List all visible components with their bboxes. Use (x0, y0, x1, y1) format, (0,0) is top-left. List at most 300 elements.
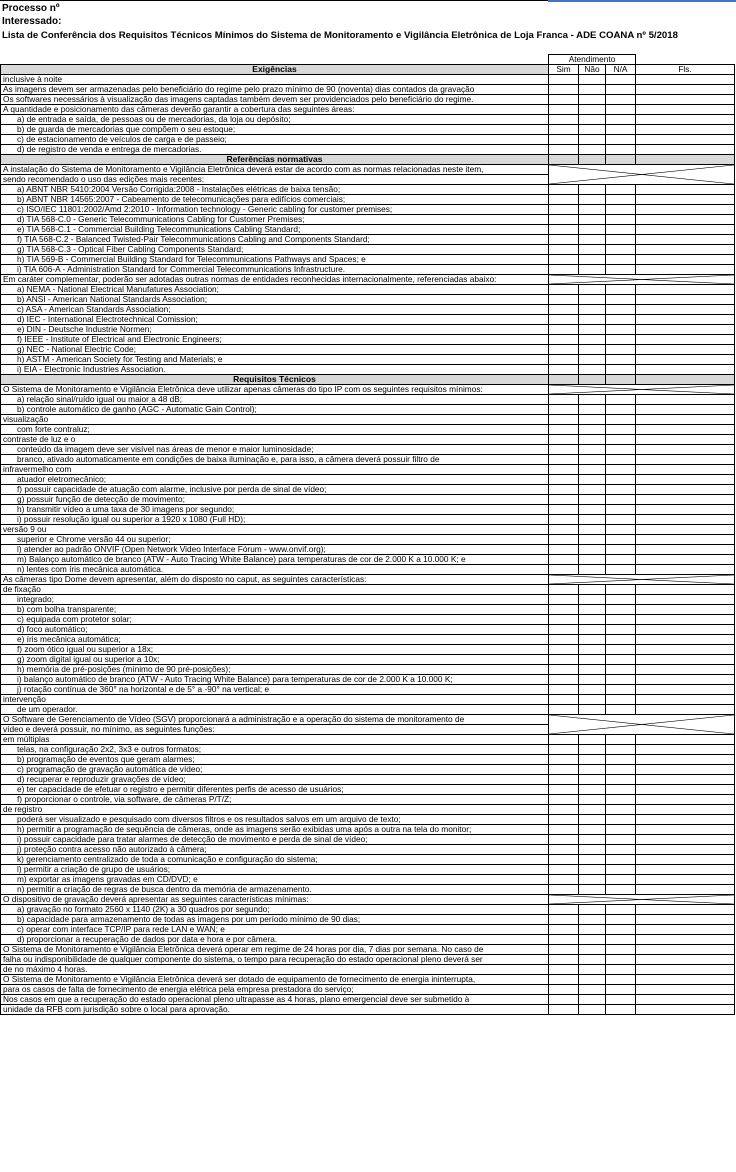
sim-cell[interactable] (549, 255, 579, 265)
nao-cell[interactable] (579, 905, 606, 915)
nao-cell[interactable] (579, 525, 606, 535)
sim-cell[interactable] (549, 195, 579, 205)
fls-cell[interactable] (636, 325, 735, 335)
sim-cell[interactable] (549, 875, 579, 885)
na-cell[interactable] (606, 295, 636, 305)
na-cell[interactable] (606, 975, 636, 985)
sim-cell[interactable] (549, 555, 579, 565)
sim-cell[interactable] (549, 845, 579, 855)
na-cell[interactable] (606, 775, 636, 785)
nao-cell[interactable] (579, 305, 606, 315)
sim-cell[interactable] (549, 225, 579, 235)
sim-cell[interactable] (549, 815, 579, 825)
nao-cell[interactable] (579, 805, 606, 815)
nao-cell[interactable] (579, 485, 606, 495)
na-cell[interactable] (606, 75, 636, 85)
na-cell[interactable] (606, 465, 636, 475)
nao-cell[interactable] (579, 435, 606, 445)
fls-cell[interactable] (636, 435, 735, 445)
sim-cell[interactable] (549, 515, 579, 525)
na-cell[interactable] (606, 925, 636, 935)
na-cell[interactable] (606, 225, 636, 235)
nao-cell[interactable] (579, 545, 606, 555)
nao-cell[interactable] (579, 365, 606, 375)
na-cell[interactable] (606, 475, 636, 485)
nao-cell[interactable] (579, 755, 606, 765)
na-cell[interactable] (606, 525, 636, 535)
sim-cell[interactable] (549, 395, 579, 405)
nao-cell[interactable] (579, 235, 606, 245)
na-cell[interactable] (606, 1005, 636, 1015)
fls-cell[interactable] (636, 845, 735, 855)
sim-cell[interactable] (549, 135, 579, 145)
sim-cell[interactable] (549, 685, 579, 695)
sim-cell[interactable] (549, 825, 579, 835)
sim-cell[interactable] (549, 705, 579, 715)
nao-cell[interactable] (579, 455, 606, 465)
na-cell[interactable] (606, 625, 636, 635)
na-cell[interactable] (606, 145, 636, 155)
sim-cell[interactable] (549, 145, 579, 155)
fls-cell[interactable] (636, 625, 735, 635)
na-cell[interactable] (606, 695, 636, 705)
fls-cell[interactable] (636, 1005, 735, 1015)
na-cell[interactable] (606, 655, 636, 665)
fls-cell[interactable] (636, 835, 735, 845)
na-cell[interactable] (606, 665, 636, 675)
fls-cell[interactable] (636, 495, 735, 505)
sim-cell[interactable] (549, 535, 579, 545)
fls-cell[interactable] (636, 635, 735, 645)
sim-cell[interactable] (549, 945, 579, 955)
na-cell[interactable] (606, 785, 636, 795)
na-cell[interactable] (606, 805, 636, 815)
fls-cell[interactable] (636, 535, 735, 545)
nao-cell[interactable] (579, 825, 606, 835)
nao-cell[interactable] (579, 195, 606, 205)
nao-cell[interactable] (579, 115, 606, 125)
sim-cell[interactable] (549, 75, 579, 85)
sim-cell[interactable] (549, 985, 579, 995)
fls-cell[interactable] (636, 985, 735, 995)
fls-cell[interactable] (636, 705, 735, 715)
na-cell[interactable] (606, 745, 636, 755)
sim-cell[interactable] (549, 465, 579, 475)
sim-cell[interactable] (549, 605, 579, 615)
sim-cell[interactable] (549, 325, 579, 335)
fls-cell[interactable] (636, 605, 735, 615)
nao-cell[interactable] (579, 875, 606, 885)
sim-cell[interactable] (549, 215, 579, 225)
fls-cell[interactable] (636, 595, 735, 605)
nao-cell[interactable] (579, 335, 606, 345)
na-cell[interactable] (606, 965, 636, 975)
nao-cell[interactable] (579, 105, 606, 115)
nao-cell[interactable] (579, 215, 606, 225)
fls-cell[interactable] (636, 525, 735, 535)
nao-cell[interactable] (579, 125, 606, 135)
fls-cell[interactable] (636, 865, 735, 875)
nao-cell[interactable] (579, 785, 606, 795)
sim-cell[interactable] (549, 565, 579, 575)
sim-cell[interactable] (549, 445, 579, 455)
sim-cell[interactable] (549, 265, 579, 275)
nao-cell[interactable] (579, 255, 606, 265)
sim-cell[interactable] (549, 765, 579, 775)
sim-cell[interactable] (549, 655, 579, 665)
fls-cell[interactable] (636, 825, 735, 835)
nao-cell[interactable] (579, 815, 606, 825)
na-cell[interactable] (606, 615, 636, 625)
na-cell[interactable] (606, 905, 636, 915)
fls-cell[interactable] (636, 915, 735, 925)
nao-cell[interactable] (579, 205, 606, 215)
sim-cell[interactable] (549, 805, 579, 815)
na-cell[interactable] (606, 305, 636, 315)
nao-cell[interactable] (579, 595, 606, 605)
sim-cell[interactable] (549, 545, 579, 555)
na-cell[interactable] (606, 495, 636, 505)
nao-cell[interactable] (579, 265, 606, 275)
sim-cell[interactable] (549, 965, 579, 975)
na-cell[interactable] (606, 235, 636, 245)
sim-cell[interactable] (549, 235, 579, 245)
na-cell[interactable] (606, 355, 636, 365)
na-cell[interactable] (606, 915, 636, 925)
na-cell[interactable] (606, 765, 636, 775)
fls-cell[interactable] (636, 545, 735, 555)
sim-cell[interactable] (549, 885, 579, 895)
fls-cell[interactable] (636, 515, 735, 525)
fls-cell[interactable] (636, 815, 735, 825)
nao-cell[interactable] (579, 685, 606, 695)
sim-cell[interactable] (549, 495, 579, 505)
nao-cell[interactable] (579, 555, 606, 565)
fls-cell[interactable] (636, 565, 735, 575)
sim-cell[interactable] (549, 1005, 579, 1015)
na-cell[interactable] (606, 565, 636, 575)
sim-cell[interactable] (549, 835, 579, 845)
na-cell[interactable] (606, 195, 636, 205)
fls-cell[interactable] (636, 745, 735, 755)
sim-cell[interactable] (549, 85, 579, 95)
na-cell[interactable] (606, 845, 636, 855)
fls-cell[interactable] (636, 655, 735, 665)
sim-cell[interactable] (549, 475, 579, 485)
fls-cell[interactable] (636, 265, 735, 275)
nao-cell[interactable] (579, 625, 606, 635)
nao-cell[interactable] (579, 705, 606, 715)
fls-cell[interactable] (636, 405, 735, 415)
sim-cell[interactable] (549, 595, 579, 605)
na-cell[interactable] (606, 215, 636, 225)
na-cell[interactable] (606, 435, 636, 445)
nao-cell[interactable] (579, 605, 606, 615)
na-cell[interactable] (606, 135, 636, 145)
na-cell[interactable] (606, 255, 636, 265)
na-cell[interactable] (606, 685, 636, 695)
sim-cell[interactable] (549, 995, 579, 1005)
sim-cell[interactable] (549, 315, 579, 325)
nao-cell[interactable] (579, 505, 606, 515)
fls-cell[interactable] (636, 185, 735, 195)
fls-cell[interactable] (636, 135, 735, 145)
na-cell[interactable] (606, 315, 636, 325)
na-cell[interactable] (606, 345, 636, 355)
sim-cell[interactable] (549, 525, 579, 535)
fls-cell[interactable] (636, 75, 735, 85)
nao-cell[interactable] (579, 925, 606, 935)
na-cell[interactable] (606, 285, 636, 295)
nao-cell[interactable] (579, 295, 606, 305)
na-cell[interactable] (606, 735, 636, 745)
fls-cell[interactable] (636, 215, 735, 225)
na-cell[interactable] (606, 85, 636, 95)
na-cell[interactable] (606, 835, 636, 845)
fls-cell[interactable] (636, 755, 735, 765)
nao-cell[interactable] (579, 85, 606, 95)
fls-cell[interactable] (636, 315, 735, 325)
sim-cell[interactable] (549, 355, 579, 365)
na-cell[interactable] (606, 985, 636, 995)
sim-cell[interactable] (549, 245, 579, 255)
fls-cell[interactable] (636, 665, 735, 675)
sim-cell[interactable] (549, 415, 579, 425)
nao-cell[interactable] (579, 995, 606, 1005)
fls-cell[interactable] (636, 355, 735, 365)
fls-cell[interactable] (636, 555, 735, 565)
fls-cell[interactable] (636, 115, 735, 125)
fls-cell[interactable] (636, 95, 735, 105)
nao-cell[interactable] (579, 315, 606, 325)
fls-cell[interactable] (636, 905, 735, 915)
fls-cell[interactable] (636, 205, 735, 215)
sim-cell[interactable] (549, 295, 579, 305)
fls-cell[interactable] (636, 885, 735, 895)
nao-cell[interactable] (579, 535, 606, 545)
na-cell[interactable] (606, 585, 636, 595)
sim-cell[interactable] (549, 735, 579, 745)
fls-cell[interactable] (636, 465, 735, 475)
fls-cell[interactable] (636, 615, 735, 625)
sim-cell[interactable] (549, 915, 579, 925)
sim-cell[interactable] (549, 925, 579, 935)
fls-cell[interactable] (636, 85, 735, 95)
nao-cell[interactable] (579, 885, 606, 895)
sim-cell[interactable] (549, 615, 579, 625)
na-cell[interactable] (606, 825, 636, 835)
fls-cell[interactable] (636, 225, 735, 235)
fls-cell[interactable] (636, 285, 735, 295)
fls-cell[interactable] (636, 785, 735, 795)
sim-cell[interactable] (549, 205, 579, 215)
sim-cell[interactable] (549, 435, 579, 445)
na-cell[interactable] (606, 515, 636, 525)
na-cell[interactable] (606, 535, 636, 545)
na-cell[interactable] (606, 815, 636, 825)
fls-cell[interactable] (636, 345, 735, 355)
na-cell[interactable] (606, 325, 636, 335)
na-cell[interactable] (606, 885, 636, 895)
fls-cell[interactable] (636, 235, 735, 245)
nao-cell[interactable] (579, 965, 606, 975)
sim-cell[interactable] (549, 675, 579, 685)
na-cell[interactable] (606, 755, 636, 765)
nao-cell[interactable] (579, 765, 606, 775)
fls-cell[interactable] (636, 645, 735, 655)
sim-cell[interactable] (549, 635, 579, 645)
na-cell[interactable] (606, 445, 636, 455)
fls-cell[interactable] (636, 105, 735, 115)
na-cell[interactable] (606, 635, 636, 645)
na-cell[interactable] (606, 865, 636, 875)
sim-cell[interactable] (549, 695, 579, 705)
fls-cell[interactable] (636, 585, 735, 595)
fls-cell[interactable] (636, 505, 735, 515)
nao-cell[interactable] (579, 795, 606, 805)
fls-cell[interactable] (636, 855, 735, 865)
sim-cell[interactable] (549, 785, 579, 795)
sim-cell[interactable] (549, 455, 579, 465)
na-cell[interactable] (606, 795, 636, 805)
fls-cell[interactable] (636, 455, 735, 465)
na-cell[interactable] (606, 265, 636, 275)
nao-cell[interactable] (579, 1005, 606, 1015)
sim-cell[interactable] (549, 865, 579, 875)
sim-cell[interactable] (549, 955, 579, 965)
na-cell[interactable] (606, 675, 636, 685)
sim-cell[interactable] (549, 335, 579, 345)
na-cell[interactable] (606, 605, 636, 615)
sim-cell[interactable] (549, 645, 579, 655)
nao-cell[interactable] (579, 225, 606, 235)
fls-cell[interactable] (636, 255, 735, 265)
na-cell[interactable] (606, 185, 636, 195)
nao-cell[interactable] (579, 645, 606, 655)
fls-cell[interactable] (636, 245, 735, 255)
na-cell[interactable] (606, 245, 636, 255)
na-cell[interactable] (606, 105, 636, 115)
sim-cell[interactable] (549, 905, 579, 915)
nao-cell[interactable] (579, 75, 606, 85)
nao-cell[interactable] (579, 415, 606, 425)
fls-cell[interactable] (636, 695, 735, 705)
nao-cell[interactable] (579, 675, 606, 685)
na-cell[interactable] (606, 945, 636, 955)
sim-cell[interactable] (549, 425, 579, 435)
fls-cell[interactable] (636, 145, 735, 155)
na-cell[interactable] (606, 415, 636, 425)
fls-cell[interactable] (636, 945, 735, 955)
na-cell[interactable] (606, 555, 636, 565)
fls-cell[interactable] (636, 425, 735, 435)
sim-cell[interactable] (549, 115, 579, 125)
nao-cell[interactable] (579, 865, 606, 875)
na-cell[interactable] (606, 595, 636, 605)
na-cell[interactable] (606, 935, 636, 945)
nao-cell[interactable] (579, 145, 606, 155)
fls-cell[interactable] (636, 935, 735, 945)
nao-cell[interactable] (579, 345, 606, 355)
nao-cell[interactable] (579, 325, 606, 335)
fls-cell[interactable] (636, 795, 735, 805)
sim-cell[interactable] (549, 505, 579, 515)
nao-cell[interactable] (579, 955, 606, 965)
fls-cell[interactable] (636, 765, 735, 775)
sim-cell[interactable] (549, 795, 579, 805)
sim-cell[interactable] (549, 485, 579, 495)
na-cell[interactable] (606, 365, 636, 375)
na-cell[interactable] (606, 405, 636, 415)
sim-cell[interactable] (549, 305, 579, 315)
sim-cell[interactable] (549, 755, 579, 765)
sim-cell[interactable] (549, 105, 579, 115)
nao-cell[interactable] (579, 655, 606, 665)
fls-cell[interactable] (636, 485, 735, 495)
sim-cell[interactable] (549, 405, 579, 415)
na-cell[interactable] (606, 95, 636, 105)
nao-cell[interactable] (579, 665, 606, 675)
nao-cell[interactable] (579, 975, 606, 985)
fls-cell[interactable] (636, 735, 735, 745)
na-cell[interactable] (606, 205, 636, 215)
fls-cell[interactable] (636, 365, 735, 375)
nao-cell[interactable] (579, 355, 606, 365)
fls-cell[interactable] (636, 305, 735, 315)
sim-cell[interactable] (549, 345, 579, 355)
nao-cell[interactable] (579, 425, 606, 435)
nao-cell[interactable] (579, 945, 606, 955)
sim-cell[interactable] (549, 185, 579, 195)
fls-cell[interactable] (636, 925, 735, 935)
nao-cell[interactable] (579, 835, 606, 845)
sim-cell[interactable] (549, 365, 579, 375)
nao-cell[interactable] (579, 395, 606, 405)
fls-cell[interactable] (636, 965, 735, 975)
na-cell[interactable] (606, 645, 636, 655)
na-cell[interactable] (606, 125, 636, 135)
nao-cell[interactable] (579, 615, 606, 625)
nao-cell[interactable] (579, 635, 606, 645)
sim-cell[interactable] (549, 855, 579, 865)
na-cell[interactable] (606, 705, 636, 715)
na-cell[interactable] (606, 505, 636, 515)
nao-cell[interactable] (579, 95, 606, 105)
fls-cell[interactable] (636, 975, 735, 985)
fls-cell[interactable] (636, 955, 735, 965)
sim-cell[interactable] (549, 745, 579, 755)
sim-cell[interactable] (549, 775, 579, 785)
nao-cell[interactable] (579, 695, 606, 705)
nao-cell[interactable] (579, 935, 606, 945)
nao-cell[interactable] (579, 985, 606, 995)
na-cell[interactable] (606, 395, 636, 405)
sim-cell[interactable] (549, 975, 579, 985)
sim-cell[interactable] (549, 125, 579, 135)
sim-cell[interactable] (549, 585, 579, 595)
fls-cell[interactable] (636, 335, 735, 345)
fls-cell[interactable] (636, 995, 735, 1005)
sim-cell[interactable] (549, 285, 579, 295)
nao-cell[interactable] (579, 445, 606, 455)
fls-cell[interactable] (636, 195, 735, 205)
nao-cell[interactable] (579, 855, 606, 865)
fls-cell[interactable] (636, 685, 735, 695)
sim-cell[interactable] (549, 95, 579, 105)
na-cell[interactable] (606, 335, 636, 345)
na-cell[interactable] (606, 995, 636, 1005)
na-cell[interactable] (606, 855, 636, 865)
